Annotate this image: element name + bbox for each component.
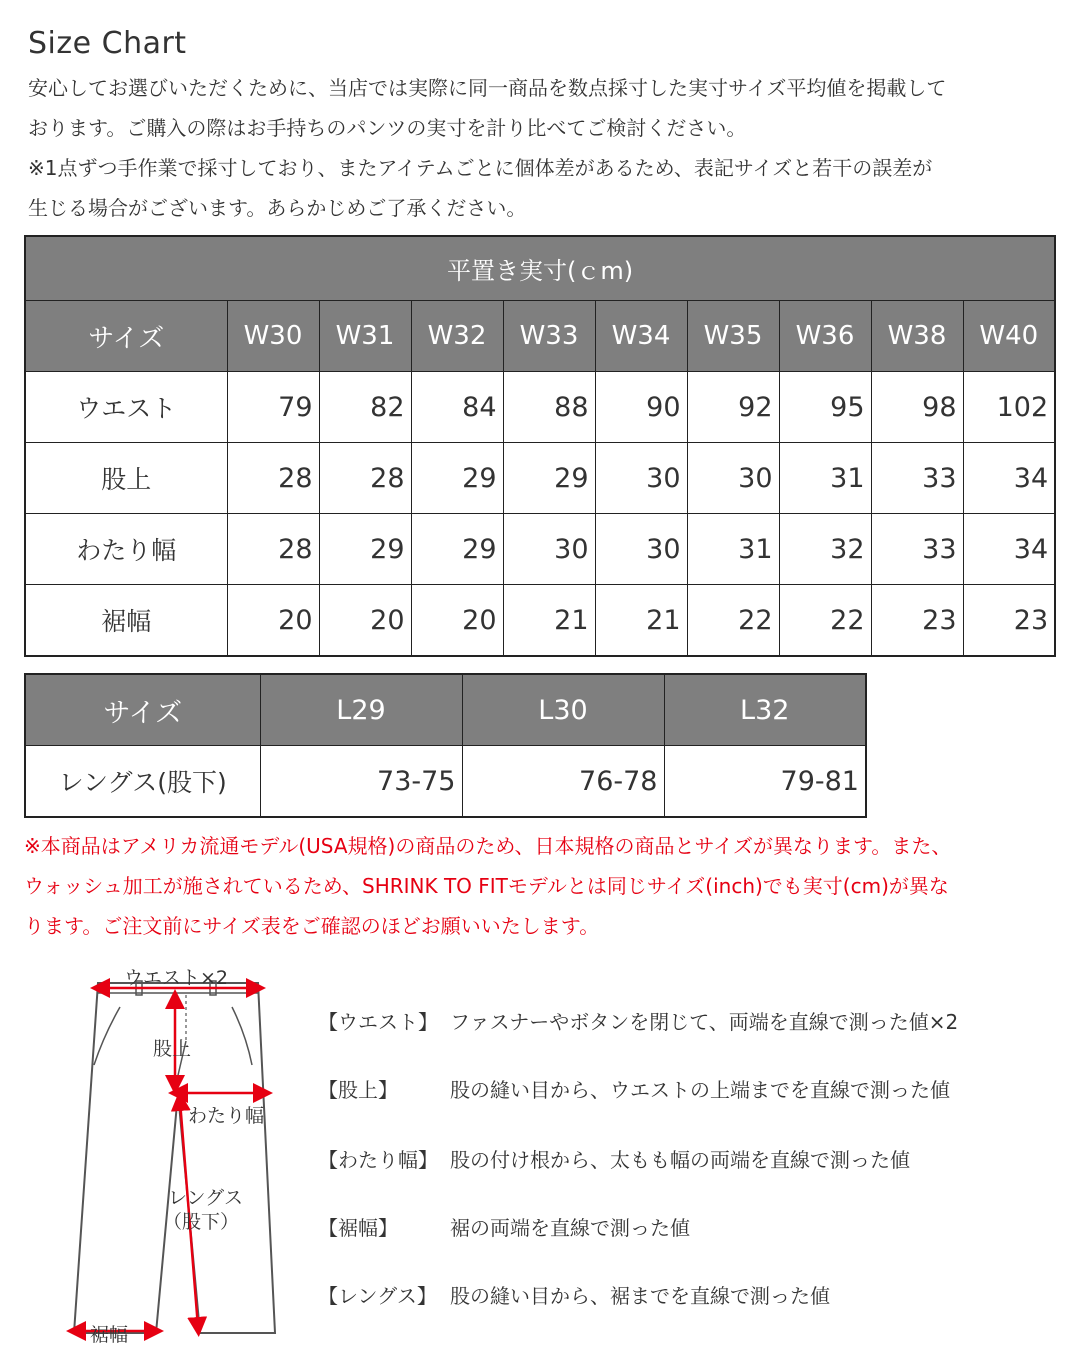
size-header-cell: W40 xyxy=(963,301,1055,372)
definition-key: 【レングス】 xyxy=(318,1284,437,1308)
size-header-cell: L30 xyxy=(462,674,664,746)
table-caption: 平置き実寸(ｃm) xyxy=(25,236,1055,301)
intro-line: 安心してお選びいただくために、当店では実際に同一商品を数点採寸した実寸サイズ平均値を掲載して xyxy=(28,76,947,100)
table-cell: 29 xyxy=(503,443,595,514)
table-cell: 22 xyxy=(779,585,871,657)
table-row xyxy=(25,746,866,818)
diagram-rise-label: 股上 xyxy=(153,1038,192,1060)
table-cell: 29 xyxy=(319,514,411,585)
table-cell: 20 xyxy=(227,585,319,657)
definition-key: 【股上】 xyxy=(318,1078,398,1102)
table-cell: 98 xyxy=(871,372,963,443)
table-row xyxy=(25,443,1055,514)
diagram-inseam-sublabel: （股下） xyxy=(163,1211,240,1233)
diagram-waist-label: ウエスト×2 xyxy=(124,967,229,989)
table-cell: 92 xyxy=(687,372,779,443)
diagram-inseam-label: レングス xyxy=(168,1187,243,1209)
table-cell: 23 xyxy=(963,585,1055,657)
table-row xyxy=(25,514,1055,585)
table-cell: 73-75 xyxy=(260,746,462,818)
table-cell: 32 xyxy=(779,514,871,585)
definition-item xyxy=(318,1074,950,1103)
size-header-cell: L32 xyxy=(664,674,866,746)
intro-line: 生じる場合がございます。あらかじめご了承ください。 xyxy=(28,196,527,220)
definition-text: 股の縫い目から、裾までを直線で測った値 xyxy=(450,1284,830,1308)
table-cell: 33 xyxy=(871,514,963,585)
diagram-thigh-label: わたり幅 xyxy=(188,1105,265,1127)
notice-line: ※本商品はアメリカ流通モデル(USA規格)の商品のため、日本規格の商品とサイズが異なります。また、 xyxy=(24,834,952,858)
table-cell: 84 xyxy=(411,372,503,443)
size-header-row xyxy=(25,301,1055,372)
table-cell: 88 xyxy=(503,372,595,443)
table-cell: 20 xyxy=(411,585,503,657)
notice-line: ります。ご注文前にサイズ表をご確認のほどお願いいたします。 xyxy=(24,914,600,938)
table-cell: 29 xyxy=(411,514,503,585)
table-cell: 30 xyxy=(595,514,687,585)
table-cell: 90 xyxy=(595,372,687,443)
table-cell: 79 xyxy=(227,372,319,443)
waist-size-table xyxy=(24,235,1056,657)
intro-line: ※1点ずつ手作業で採寸しており、またアイテムごとに個体差があるため、表記サイズと若干の誤差が xyxy=(28,156,933,180)
size-header-cell: W33 xyxy=(503,301,595,372)
table-cell: 31 xyxy=(687,514,779,585)
row-label-hem: 裾幅 xyxy=(25,585,227,657)
definition-text: 股の縫い目から、ウエストの上端までを直線で測った値 xyxy=(450,1078,950,1102)
table-cell: 31 xyxy=(779,443,871,514)
table-cell: 76-78 xyxy=(462,746,664,818)
table-cell: 29 xyxy=(411,443,503,514)
table-cell: 28 xyxy=(227,514,319,585)
notice-text xyxy=(24,826,1064,946)
table-cell: 102 xyxy=(963,372,1055,443)
size-header-cell: W32 xyxy=(411,301,503,372)
definition-item xyxy=(318,1280,830,1309)
row-label-rise: 股上 xyxy=(25,443,227,514)
table-cell: 23 xyxy=(871,585,963,657)
table-cell: 20 xyxy=(319,585,411,657)
intro-line: おります。ご購入の際はお手持ちのパンツの実寸を計り比べてご検討ください。 xyxy=(28,116,747,140)
table-cell: 30 xyxy=(595,443,687,514)
pants-diagram xyxy=(60,955,300,1355)
size-header-label: サイズ xyxy=(25,674,260,746)
diagram-hem-label: 裾幅 xyxy=(90,1324,129,1346)
definition-text: 股の付け根から、太もも幅の両端を直線で測った値 xyxy=(450,1148,910,1172)
definition-item xyxy=(318,1144,910,1173)
table-cell: 79-81 xyxy=(664,746,866,818)
table-row xyxy=(25,372,1055,443)
size-header-row xyxy=(25,674,866,746)
size-header-cell: W34 xyxy=(595,301,687,372)
table-cell: 28 xyxy=(319,443,411,514)
table-cell: 22 xyxy=(687,585,779,657)
definition-item xyxy=(318,1006,958,1035)
definition-item xyxy=(318,1212,690,1241)
table-cell: 34 xyxy=(963,443,1055,514)
intro-text xyxy=(28,68,1058,228)
table-cell: 28 xyxy=(227,443,319,514)
size-header-cell: W31 xyxy=(319,301,411,372)
table-cell: 33 xyxy=(871,443,963,514)
size-header-cell: W30 xyxy=(227,301,319,372)
table-row xyxy=(25,585,1055,657)
definition-key: 【ウエスト】 xyxy=(318,1010,438,1034)
size-header-label: サイズ xyxy=(25,301,227,372)
notice-line: ウォッシュ加工が施されているため、SHRINK TO FITモデルとは同じサイズ(inch)でも実寸(cm)が異な xyxy=(24,874,949,898)
table-cell: 21 xyxy=(595,585,687,657)
table-cell: 82 xyxy=(319,372,411,443)
definition-text: 裾の両端を直線で測った値 xyxy=(450,1216,690,1240)
size-header-cell: L29 xyxy=(260,674,462,746)
row-label-inseam: レングス(股下) xyxy=(25,746,260,818)
row-label-waist: ウエスト xyxy=(25,372,227,443)
length-size-table xyxy=(24,673,867,818)
size-header-cell: W38 xyxy=(871,301,963,372)
page-title: Size Chart xyxy=(28,26,187,61)
table-cell: 30 xyxy=(687,443,779,514)
table-cell: 34 xyxy=(963,514,1055,585)
size-header-cell: W35 xyxy=(687,301,779,372)
row-label-thigh: わたり幅 xyxy=(25,514,227,585)
table-cell: 95 xyxy=(779,372,871,443)
size-header-cell: W36 xyxy=(779,301,871,372)
definition-key: 【わたり幅】 xyxy=(318,1148,438,1172)
definition-key: 【裾幅】 xyxy=(318,1216,398,1240)
table-cell: 21 xyxy=(503,585,595,657)
table-cell: 30 xyxy=(503,514,595,585)
definition-text: ファスナーやボタンを閉じて、両端を直線で測った値×2 xyxy=(450,1010,959,1034)
